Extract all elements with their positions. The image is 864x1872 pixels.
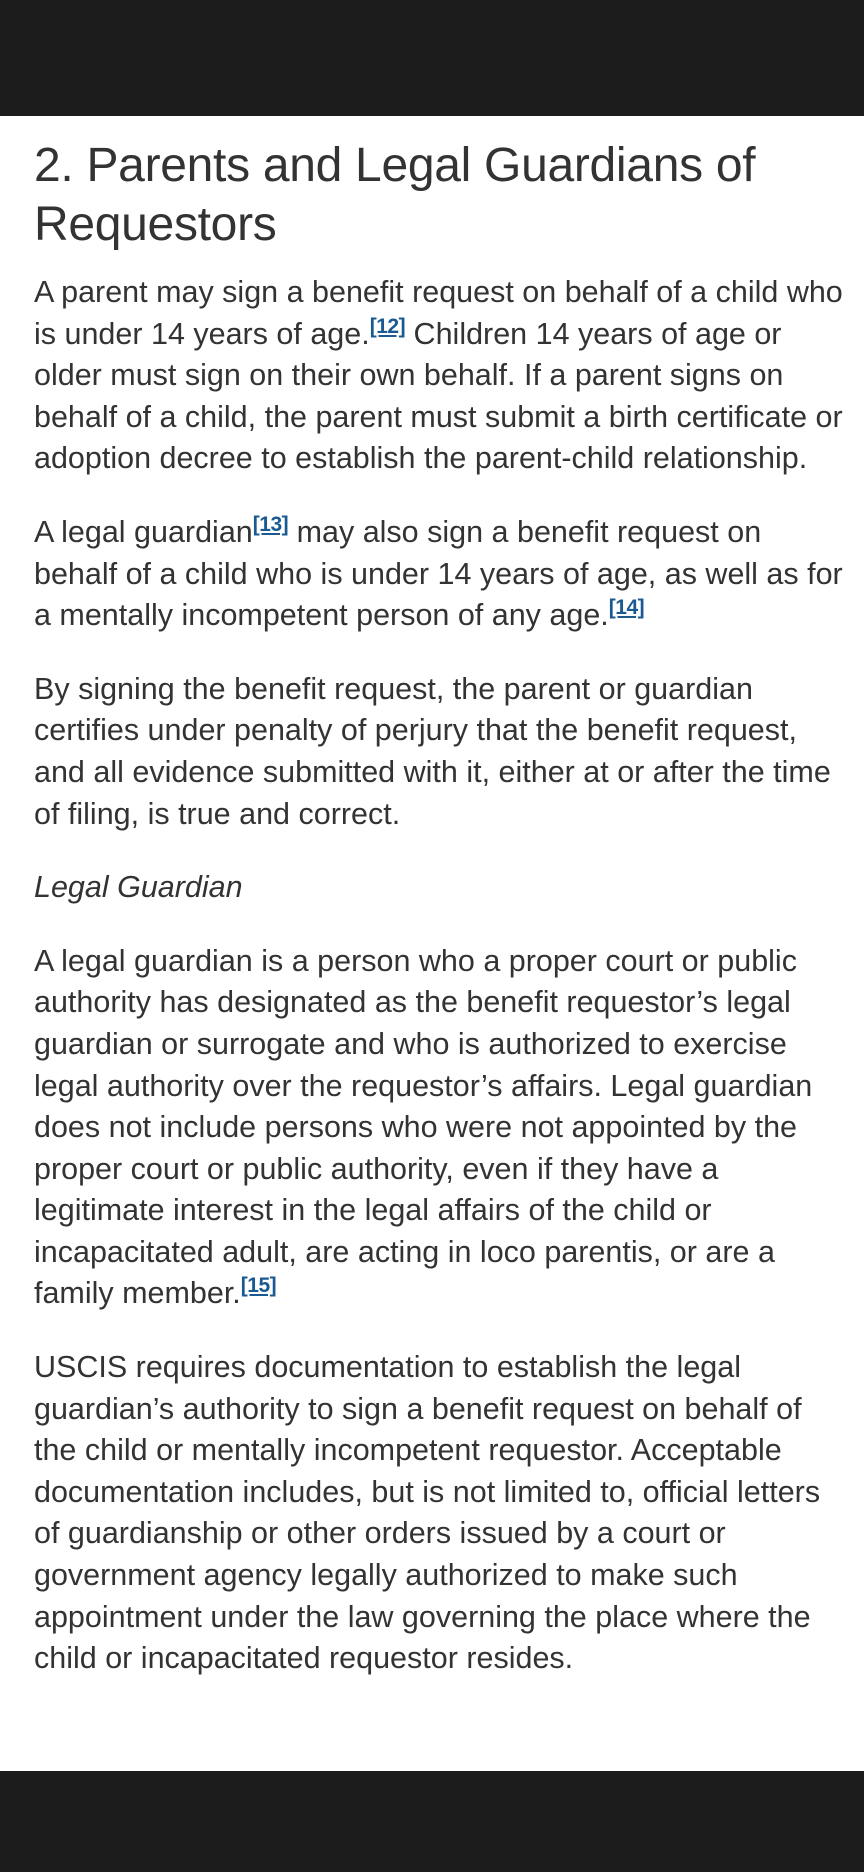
paragraph-documentation: USCIS requires documentation to establish the legal guardian’s authority to sign a benefit request on behalf of the child or mentally incompetent requestor. Acceptable documentation includes, but is not limited to, official letters of guardianship or other orders issued by a court or government agency legally authorized to make such appointment under the law governing the place where the child or incapacitated requestor resides.: [34, 1350, 821, 1676]
section-heading: 2. Parents and Legal Guardians of Requestors: [34, 139, 756, 251]
paragraph-text: A legal guardian is a person who a proper court or public authority has designated as the benefit requestor’s legal guardian or surrogate and who is authorized to exercise legal authority over the requestor’s affairs. Legal guardian does not include persons who were not appointed by the proper court or public authority, even if they have a legitimate interest in the legal affairs of the child or incapacitated adult, are acting in loco parentis, or are a family member.: [34, 943, 813, 1311]
paragraph-certification: By signing the benefit request, the parent or guardian certifies under penalty of perjury that the benefit request, and all evidence submitted with it, either at or after the time of filing, is true and correct.: [34, 671, 831, 831]
footnote-link-14[interactable]: [14]: [608, 596, 645, 620]
paragraph-legal-guardian: [34, 512, 846, 637]
footnote-link-12[interactable]: [12]: [369, 314, 406, 338]
document-page: [0, 116, 864, 1771]
footnote-link-13[interactable]: [13]: [252, 512, 289, 536]
footnote-link-15[interactable]: [15]: [240, 1274, 277, 1298]
paragraph-parents: [34, 272, 846, 480]
subheading-legal-guardian: Legal Guardian: [34, 870, 243, 905]
paragraph-text: Children 14 years of age or older must sign on their own behalf. If a parent signs on behalf of a child, the parent must submit a birth certificate or adoption decree to establish the parent-child relationship.: [34, 316, 843, 476]
paragraph-definition: [34, 941, 846, 1315]
paragraph-text: A legal guardian: [34, 514, 253, 549]
paragraph-text: may also sign a benefit request on behalf of a child who is under 14 years of age, as well as for a mentally incompetent person of any age.: [34, 514, 843, 633]
top-bar: [0, 0, 864, 116]
bottom-bar: [0, 1771, 864, 1872]
paragraph-text: A parent may sign a benefit request on behalf of a child who is under 14 years of age.: [34, 275, 843, 351]
